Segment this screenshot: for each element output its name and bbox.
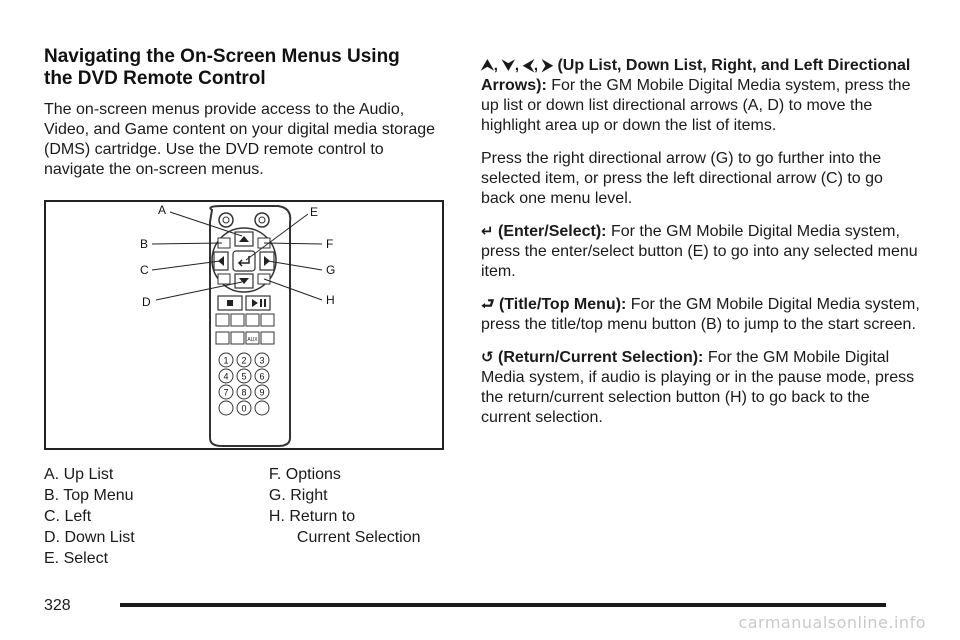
legend-item-h-cont: Current Selection bbox=[296, 529, 421, 546]
title-menu-text: For the GM Mobile Digital Media system, press the title/top menu button (B) to jump to the start screen. bbox=[481, 296, 920, 333]
legend-item-b: B. Top Menu bbox=[44, 487, 134, 504]
legend-item-h: H. Return to bbox=[268, 508, 356, 525]
enter-text: For the GM Mobile Digital Media system, press the enter/select button (E) to go into any selected menu item. bbox=[481, 223, 918, 280]
enter-icon: ↵ bbox=[481, 223, 494, 240]
arrows-term: (Up List, Down List, Right, and Left Directional Arrows): bbox=[481, 57, 911, 94]
next-button bbox=[231, 314, 244, 326]
keypad-plus10-button bbox=[255, 401, 269, 415]
callout-g: G bbox=[326, 263, 336, 277]
legend-item-g: G. Right bbox=[268, 487, 328, 504]
callout-f: F bbox=[326, 237, 334, 251]
callout-h: H bbox=[326, 293, 335, 307]
title-menu-paragraph bbox=[481, 295, 921, 335]
keypad-label-0: 0 bbox=[241, 403, 247, 414]
power-button bbox=[219, 213, 233, 227]
keypad-label-6: 6 bbox=[259, 371, 265, 382]
legend-item-f: F. Options bbox=[268, 466, 341, 483]
title-menu-term: (Title/Top Menu): bbox=[498, 296, 627, 313]
callout-c: C bbox=[140, 263, 149, 277]
enter-paragraph bbox=[481, 222, 921, 282]
prev-button bbox=[216, 314, 229, 326]
keypad-label-2: 2 bbox=[241, 355, 247, 366]
audio-button bbox=[261, 332, 274, 344]
keypad-label-3: 3 bbox=[259, 355, 265, 366]
arrows-paragraph bbox=[481, 56, 921, 136]
section-title bbox=[44, 46, 448, 90]
watermark: carmanualsonline.info bbox=[738, 613, 926, 632]
return-icon: ↺ bbox=[481, 349, 494, 366]
footer-rule bbox=[120, 603, 886, 607]
page-number: 328 bbox=[44, 597, 71, 614]
callout-a: A bbox=[158, 203, 167, 217]
legend-item-d: D. Down List bbox=[44, 529, 135, 546]
music-button bbox=[216, 332, 229, 344]
callout-b: B bbox=[140, 237, 149, 251]
legend-item-a: A. Up List bbox=[44, 466, 114, 483]
return-text: For the GM Mobile Digital Media system, if audio is playing or in the pause mode, press the return/current selection button (H) to go back to the current selection. bbox=[481, 349, 915, 426]
keypad-label-8: 8 bbox=[241, 387, 247, 398]
misc-button-left bbox=[218, 274, 230, 284]
legend-item-e: E. Select bbox=[44, 550, 109, 567]
remote-control-illustration bbox=[46, 202, 442, 448]
enter-button bbox=[233, 251, 255, 271]
remote-control-figure bbox=[44, 200, 444, 450]
title-menu-icon: ⮐ bbox=[481, 296, 495, 313]
enter-term: (Enter/Select): bbox=[498, 223, 607, 240]
keypad-label-5: 5 bbox=[241, 371, 247, 382]
callout-d: D bbox=[142, 295, 151, 309]
callout-e: E bbox=[310, 205, 319, 219]
display-button bbox=[231, 332, 244, 344]
rewind-button bbox=[246, 314, 259, 326]
return-term: (Return/Current Selection): bbox=[498, 349, 704, 366]
source-button bbox=[255, 213, 269, 227]
section-title-line2: the DVD Remote Control bbox=[44, 68, 266, 89]
keypad-label-1: 1 bbox=[223, 355, 229, 366]
right-column bbox=[481, 56, 921, 441]
fast-forward-button bbox=[261, 314, 274, 326]
figure-legend bbox=[44, 464, 448, 569]
arrows-paragraph-2: Press the right directional arrow (G) to go further into the selected item, or press the left directional arrow (C) to go back one menu level. bbox=[481, 150, 883, 207]
intro-paragraph: The on-screen menus provide access to the Audio, Video, and Game content on your digital media storage (DMS) cartridge. Use the DVD remote control to navigate the on-screen menus. bbox=[44, 101, 436, 178]
keypad-label-9: 9 bbox=[259, 387, 265, 398]
direction-arrows-icon: ⮝, ⮟, ⮜, ⮞ bbox=[481, 57, 554, 74]
keypad-label-4: 4 bbox=[223, 371, 229, 382]
return-paragraph bbox=[481, 348, 921, 428]
arrows-text: For the GM Mobile Digital Media system, press the up list or down list directional arrows (A, D) to move the highlight area up or down the list of items. bbox=[481, 77, 911, 134]
left-column bbox=[44, 46, 448, 569]
keypad-label-7: 7 bbox=[223, 387, 229, 398]
aux-label: AUX bbox=[247, 337, 258, 343]
section-title-line1: Navigating the On-Screen Menus Using bbox=[44, 46, 400, 67]
legend-item-c: C. Left bbox=[44, 508, 92, 525]
keypad-clear-button bbox=[219, 401, 233, 415]
